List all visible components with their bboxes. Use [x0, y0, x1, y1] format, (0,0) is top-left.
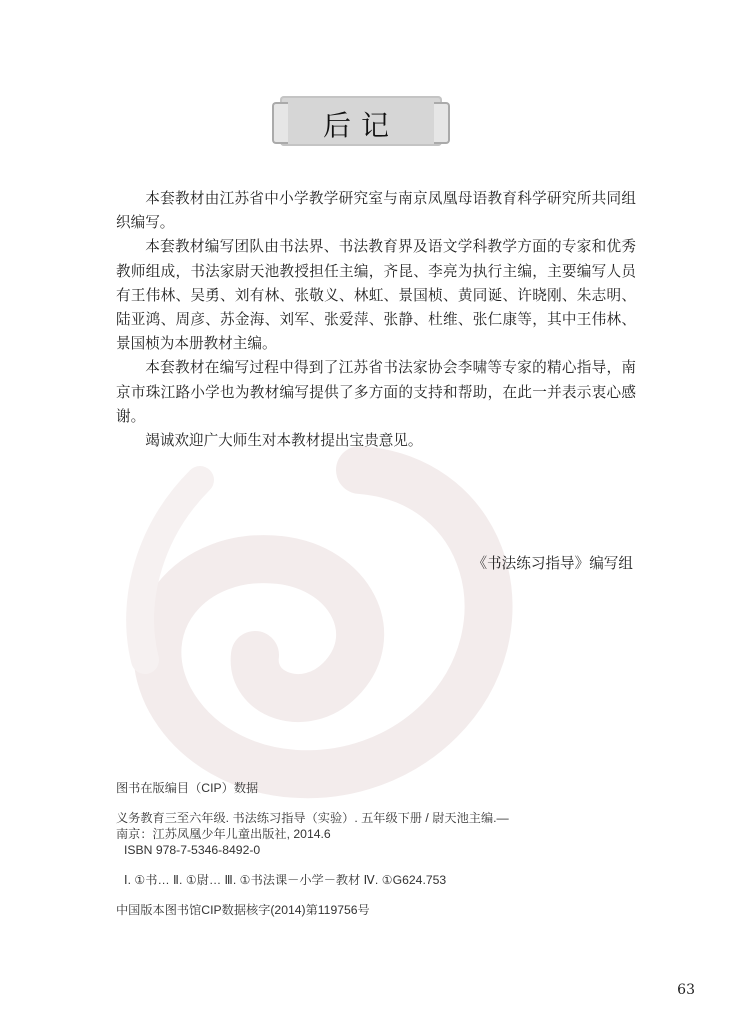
cip-line-2: 南京：江苏凤凰少年儿童出版社, 2014.6: [116, 827, 331, 841]
paragraph-3: 本套教材在编写过程中得到了江苏省书法家协会李啸等专家的精心指导，南京市珠江路小学也为教材编写提供了多方面的支持和帮助，在此一并表示衷心感谢。: [116, 359, 636, 425]
cip-record-number: 中国版本图书馆CIP数据核字(2014)第119756号: [116, 903, 370, 917]
afterword-body: [116, 187, 636, 453]
paragraph-2: 本套教材编写团队由书法界、书法教育界及语文学科教学方面的专家和优秀教师组成，书法家尉天池教授担任主编，齐昆、李亮为执行主编，主要编写人员有王伟林、吴勇、刘有林、张敬义、林虹、景国桢、黄同诞、许晓刚、朱志明、陆亚鸿、周彦、苏金海、刘军、张爱萍、张静、杜维、张仁康等，其中王伟林、景国桢为本册教材主编。: [116, 238, 636, 353]
paragraph-4: 竭诚欢迎广大师生对本教材提出宝贵意见。: [145, 432, 423, 450]
page-number: 63: [677, 982, 695, 998]
page-title: 后记: [322, 109, 399, 142]
cip-block: [116, 780, 636, 918]
signature: 《书法练习指导》编写组: [472, 555, 633, 572]
cip-heading: 图书在版编目（CIP）数据: [116, 781, 259, 795]
watermark-swirl: [110, 440, 530, 820]
title-banner: [280, 96, 442, 146]
cip-line-1: 义务教育三至六年级. 书法练习指导（实验）. 五年级下册 / 尉天池主编.—: [116, 811, 509, 825]
cip-isbn: ISBN 978-7-5346-8492-0: [124, 843, 261, 857]
paragraph-1: 本套教材由江苏省中小学教学研究室与南京凤凰母语教育科学研究所共同组织编写。: [116, 190, 636, 232]
cip-classification: Ⅰ. ①书… Ⅱ. ①尉… Ⅲ. ①书法课－小学－教材 Ⅳ. ①G624.753: [124, 873, 447, 887]
